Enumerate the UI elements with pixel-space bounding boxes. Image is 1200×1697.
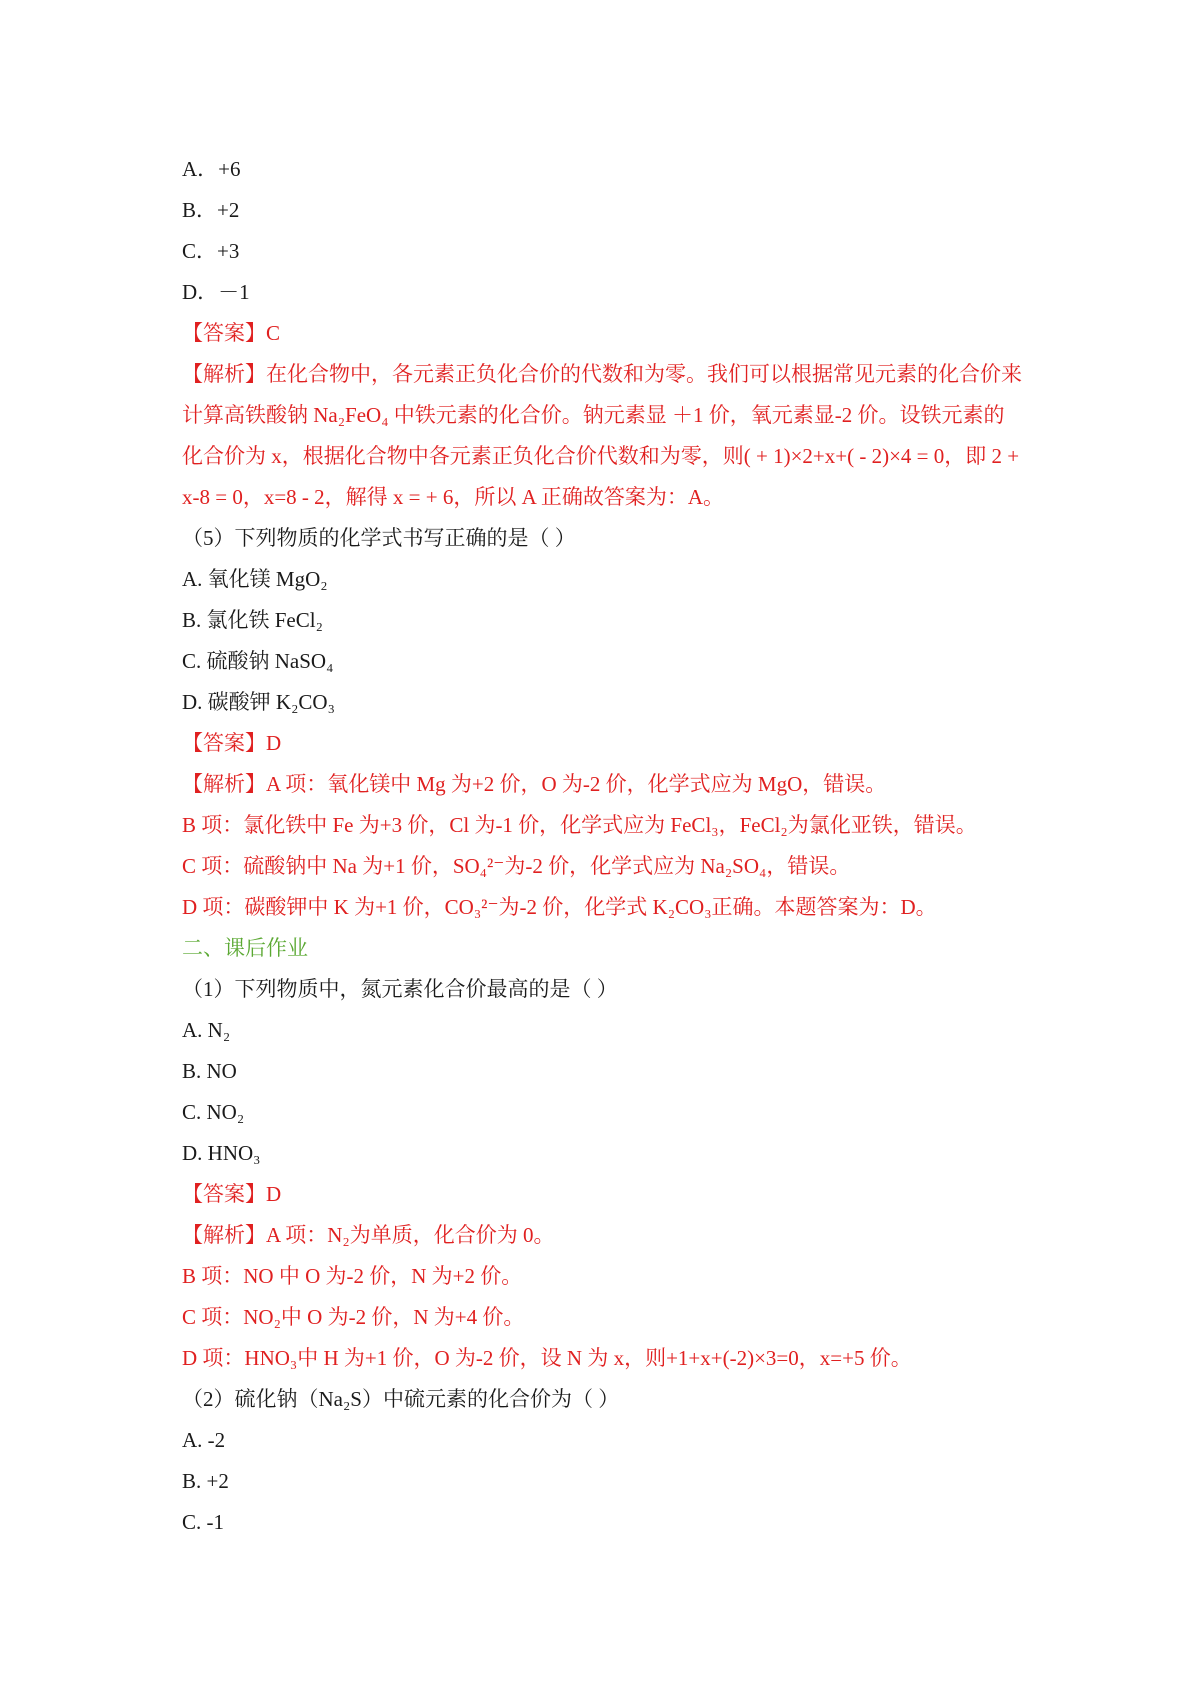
- option-c: C．+3: [182, 239, 240, 263]
- option-a: A. -2: [182, 1428, 226, 1452]
- analysis-tag: 【解析】: [182, 1223, 266, 1247]
- analysis-text: A 项：N₂为单质，化合价为 0。: [266, 1223, 555, 1247]
- option-d: D．－1: [182, 280, 250, 304]
- answer-tag: 【答案】: [182, 731, 266, 755]
- option-b: B. NO: [182, 1059, 237, 1083]
- analysis-line: 计算高铁酸钠 Na₂FeO₄ 中铁元素的化合价。钠元素显 ＋1 价，氧元素显-2 价。设铁元素的: [182, 403, 1005, 427]
- answer-tag: 【答案】: [182, 1182, 266, 1206]
- option-d: D. HNO₃: [182, 1141, 261, 1165]
- analysis-line: B 项：氯化铁中 Fe 为+3 价，Cl 为-1 价，化学式应为 FeCl₃，FeCl₂为氯化亚铁，错误。: [182, 813, 977, 837]
- analysis-line: x-8 = 0，x=8 - 2，解得 x = + 6，所以 A 正确故答案为：A。: [182, 485, 725, 509]
- option-b: B. 氯化铁 FeCl₂: [182, 608, 323, 632]
- answer-line: [182, 730, 1032, 756]
- answer-value: D: [266, 731, 282, 755]
- answer-value: C: [266, 321, 281, 345]
- option-c: C. -1: [182, 1510, 224, 1534]
- analysis-line: C 项：硫酸钠中 Na 为+1 价，SO₄²⁻为-2 价，化学式应为 Na₂SO₄，错误。: [182, 854, 851, 878]
- option-c: C. NO₂: [182, 1100, 245, 1124]
- analysis-line: C 项：NO₂中 O 为-2 价，N 为+4 价。: [182, 1305, 525, 1329]
- answer-line: [182, 320, 1032, 346]
- answer-value: D: [266, 1182, 282, 1206]
- analysis-line: B 项：NO 中 O 为-2 价，N 为+2 价。: [182, 1264, 523, 1288]
- answer-tag: 【答案】: [182, 321, 266, 345]
- analysis-line: D 项：HNO₃中 H 为+1 价，O 为-2 价，设 N 为 x，则+1+x+(-2)×3=0，x=+5 价。: [182, 1346, 912, 1370]
- question-text: （1）下列物质中，氮元素化合价最高的是（ ）: [182, 977, 618, 1001]
- section-title: 二、课后作业: [182, 936, 308, 960]
- analysis-text: A 项：氧化镁中 Mg 为+2 价，O 为-2 价，化学式应为 MgO，错误。: [266, 772, 887, 796]
- option-a: A．+6: [182, 157, 241, 181]
- analysis-line: [182, 771, 1032, 797]
- option-c: C. 硫酸钠 NaSO₄: [182, 649, 334, 673]
- answer-line: [182, 1181, 1032, 1207]
- option-b: B. +2: [182, 1469, 229, 1493]
- analysis-line: [182, 1222, 1032, 1248]
- analysis-tag: 【解析】: [182, 362, 266, 386]
- analysis-text: 在化合物中，各元素正负化合价的代数和为零。我们可以根据常见元素的化合价来: [266, 362, 1022, 386]
- option-d: D. 碳酸钾 K₂CO₃: [182, 690, 335, 714]
- question-text: （2）硫化钠（Na₂S）中硫元素的化合价为（ ）: [182, 1387, 620, 1411]
- option-a: A. N₂: [182, 1018, 231, 1042]
- analysis-tag: 【解析】: [182, 772, 266, 796]
- option-a: A. 氧化镁 MgO₂: [182, 567, 328, 591]
- analysis-line: D 项：碳酸钾中 K 为+1 价，CO₃²⁻为-2 价，化学式 K₂CO₃正确。本题答案为：D。: [182, 895, 937, 919]
- analysis-line: 化合价为 x，根据化合物中各元素正负化合价代数和为零，则( + 1)×2+x+( - 2)×4 = 0，即 2 +: [182, 444, 1020, 468]
- analysis-line: [182, 361, 1032, 387]
- option-b: B．+2: [182, 198, 240, 222]
- question-text: （5）下列物质的化学式书写正确的是（ ）: [182, 526, 576, 550]
